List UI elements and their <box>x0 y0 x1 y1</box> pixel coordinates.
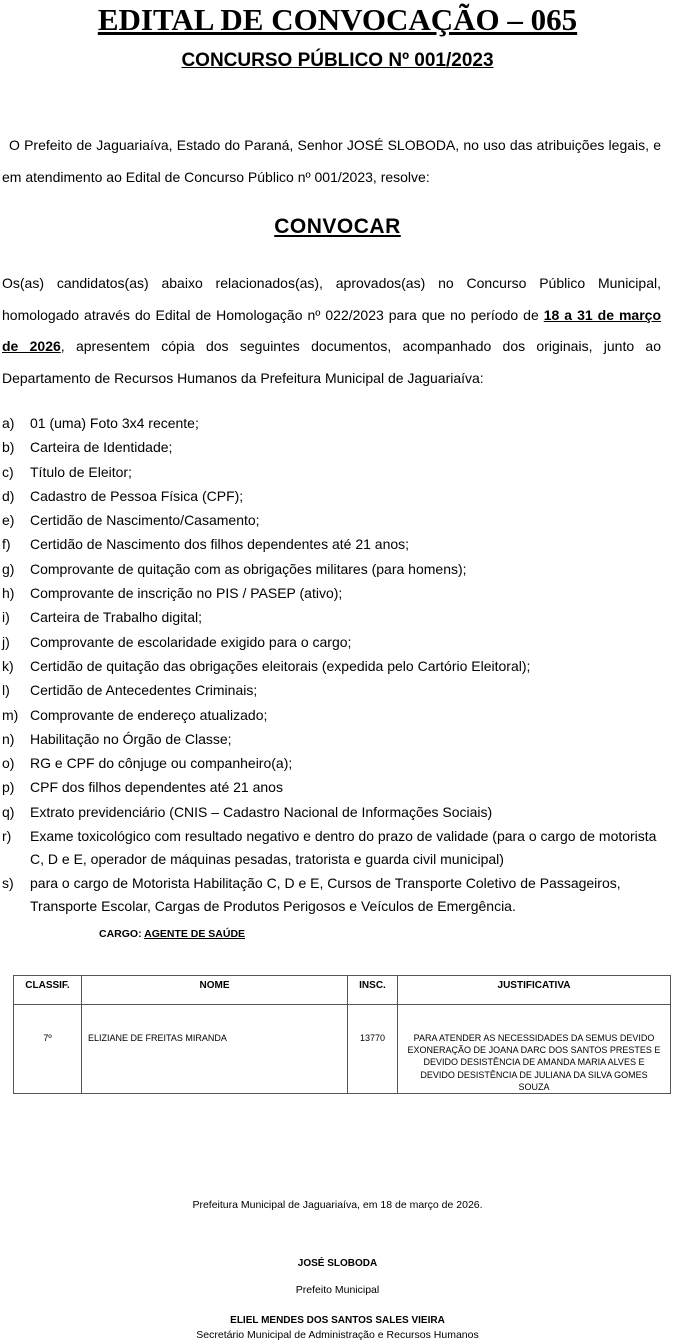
document-item <box>2 533 667 556</box>
table-row <box>14 1005 671 1094</box>
cell-classif: 7º <box>14 1005 82 1094</box>
document-text: Certidão de Antecedentes Criminais; <box>30 682 258 699</box>
cell-justificativa: PARA ATENDER AS NECESSIDADES DA SEMUS DEVIDO EXONERAÇÃO DE JOANA DARC DOS SANTOS PRESTES E DEVIDO DESISTÊNCIA DE AMANDA MARIA ALVES E DEVIDO DESISTÊNCIA DE JULIANA DA SILVA GOMES SOUZA <box>398 1005 671 1094</box>
cargo-line <box>99 926 245 942</box>
document-text: Certidão de Nascimento dos filhos dependentes até 21 anos; <box>30 536 410 553</box>
document-letter: j) <box>2 633 10 650</box>
document-item <box>2 509 667 532</box>
document-item <box>2 752 667 775</box>
document-text: Comprovante de endereço atualizado; <box>30 706 268 723</box>
convocation-paragraph <box>2 268 661 395</box>
document-text: Extrato previdenciário (CNIS – Cadastro Nacional de Informações Sociais) <box>30 803 493 820</box>
document-item <box>2 412 667 435</box>
document-letter: e) <box>2 512 15 529</box>
concurso-subtitle: CONCURSO PÚBLICO Nº 001/2023 <box>181 50 494 71</box>
document-item <box>2 872 667 918</box>
document-text: para o cargo de Motorista Habilitação C, D e E, Cursos de Transporte Coletivo de Passageiros, Transporte Escolar, Cargas de Produtos Perigosos e Veículos de Emergência. <box>30 875 621 914</box>
document-text: Cadastro de Pessoa Física (CPF); <box>30 487 244 504</box>
document-letter: r) <box>2 828 12 845</box>
convocation-text-end: , apresentem cópia dos seguintes documentos, acompanhado dos originais, junto ao Departamento de Recursos Humanos da Prefeitura Municipal de Jaguariaíva: <box>2 338 661 387</box>
document-letter: n) <box>2 730 15 747</box>
document-text: Carteira de Trabalho digital; <box>30 609 202 626</box>
document-letter: a) <box>2 415 15 431</box>
document-text: Habilitação no Órgão de Classe; <box>30 730 232 747</box>
document-letter: c) <box>2 463 14 480</box>
required-documents-list <box>2 412 667 919</box>
header-justificativa: JUSTIFICATIVA <box>398 976 671 1005</box>
document-item <box>2 485 667 508</box>
cell-insc: 13770 <box>348 1005 398 1094</box>
document-text: Carteira de Identidade; <box>30 439 173 456</box>
document-text: Certidão de quitação das obrigações eleitorais (expedida pelo Cartório Eleitoral); <box>30 657 531 674</box>
document-letter: q) <box>2 803 15 820</box>
document-text: Comprovante de escolaridade exigido para o cargo; <box>30 633 352 650</box>
document-item <box>2 606 667 629</box>
document-item <box>2 704 667 727</box>
document-text: RG e CPF do cônjuge ou companheiro(a); <box>30 755 293 772</box>
document-letter: h) <box>2 585 15 602</box>
document-text: Comprovante de quitação com as obrigações militares (para homens); <box>30 560 467 577</box>
document-letter: o) <box>2 755 15 772</box>
cell-nome: ELIZIANE DE FREITAS MIRANDA <box>82 1005 348 1094</box>
document-letter: l) <box>2 682 10 699</box>
cargo-label: CARGO: <box>99 928 145 940</box>
document-text: Certidão de Nascimento/Casamento; <box>30 512 260 529</box>
signer-mayor-name: JOSÉ SLOBODA <box>297 1258 378 1269</box>
header-classif: CLASSIF. <box>14 976 82 1005</box>
signer-secretary-role: Secretário Municipal de Administração e Recursos Humanos <box>196 1329 479 1341</box>
document-letter: s) <box>2 875 14 892</box>
header-nome: NOME <box>82 976 348 1005</box>
convocation-period: 18 a 31 de março de 2026 <box>2 306 661 355</box>
document-item <box>2 655 667 678</box>
document-letter: b) <box>2 439 15 456</box>
document-item <box>2 558 667 581</box>
place-date: Prefeitura Municipal de Jaguariaíva, em 18 de março de 2026. <box>192 1199 483 1211</box>
document-item <box>2 825 667 871</box>
document-letter: m) <box>2 706 19 723</box>
header-insc: INSC. <box>348 976 398 1005</box>
edital-title: EDITAL DE CONVOCAÇÃO – 065 <box>97 2 578 37</box>
document-item <box>2 631 667 654</box>
signer-mayor-role: Prefeito Municipal <box>295 1284 380 1296</box>
cargo-value: AGENTE DE SAÚDE <box>144 928 246 940</box>
document-item <box>2 436 667 459</box>
document-letter: f) <box>2 536 11 553</box>
convocar-heading: CONVOCAR <box>274 215 401 238</box>
document-text: 01 (uma) Foto 3x4 recente; <box>30 415 199 431</box>
document-item <box>2 801 667 824</box>
document-item <box>2 582 667 605</box>
document-text: CPF dos filhos dependentes até 21 anos <box>30 779 283 796</box>
intro-paragraph: O Prefeito de Jaguariaíva, Estado do Paraná, Senhor JOSÉ SLOBODA, no uso das atribuições legais, e em atendimento ao Edital de Concurso Público nº 001/2023, resolve: <box>2 137 661 185</box>
document-letter: p) <box>2 779 15 796</box>
document-item <box>2 679 667 702</box>
document-item <box>2 728 667 751</box>
document-text: Título de Eleitor; <box>30 463 132 480</box>
document-text: Exame toxicológico com resultado negativo e dentro do prazo de validade (para o cargo de motorista C, D e E, operador de máquinas pesadas, tratorista e guarda civil municipal) <box>30 828 657 867</box>
document-letter: g) <box>2 560 15 577</box>
document-letter: d) <box>2 487 15 504</box>
table-header-row <box>14 976 671 1005</box>
document-item <box>2 776 667 799</box>
document-item <box>2 461 667 484</box>
signer-secretary-name: ELIEL MENDES DOS SANTOS SALES VIEIRA <box>230 1315 445 1326</box>
document-text: Comprovante de inscrição no PIS / PASEP (ativo); <box>30 585 343 602</box>
convocation-text-start: Os(as) candidatos(as) abaixo relacionados(as), aprovados(as) no Concurso Público Municipal, homologado através do Edital de Homologação nº 022/2023 para que no período de <box>2 275 661 323</box>
document-letter: i) <box>2 609 10 626</box>
convocation-table <box>13 975 671 1094</box>
document-letter: k) <box>2 657 14 674</box>
